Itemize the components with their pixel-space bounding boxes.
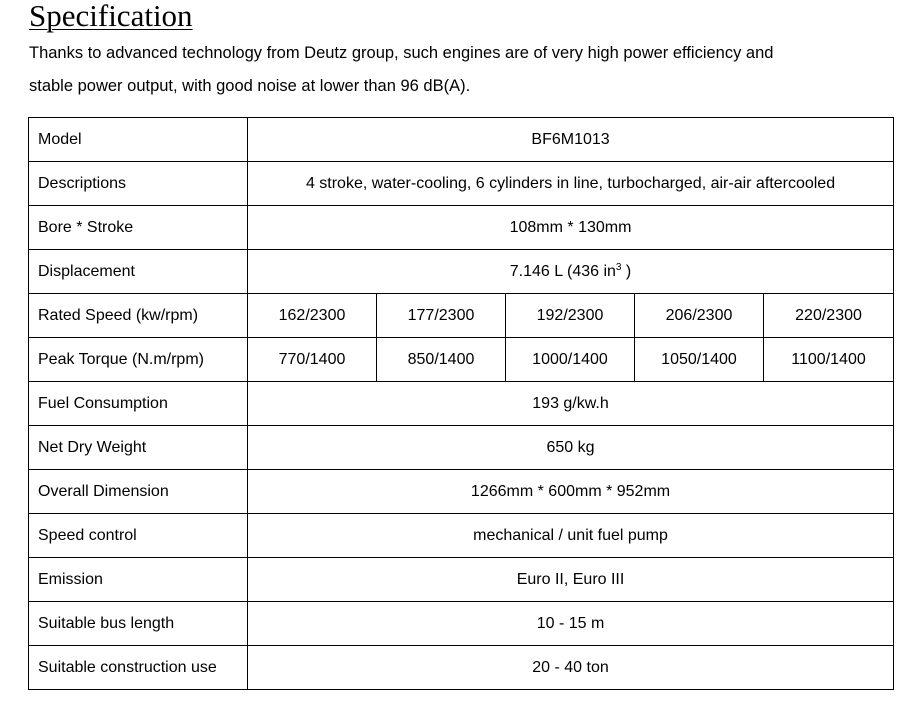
row-label-model: Model [29,118,248,162]
peak-torque-cell: 1000/1400 [506,338,635,382]
intro-line-1: Thanks to advanced technology from Deutz group, such engines are of very high power efficiency and [29,44,774,62]
model-value: BF6M1013 [248,118,894,162]
row-label-speed-control: Speed control [29,514,248,558]
spec-table [28,117,894,690]
emission-value: Euro II, Euro III [248,558,894,602]
row-label-bus-length: Suitable bus length [29,602,248,646]
table-row [29,250,894,294]
table-row [29,118,894,162]
table-row [29,514,894,558]
speed-control-value: mechanical / unit fuel pump [248,514,894,558]
row-label-construction-use: Suitable construction use [29,646,248,690]
rated-speed-cell: 206/2300 [635,294,764,338]
row-label-displacement: Displacement [29,250,248,294]
net-dry-weight-value: 650 kg [248,426,894,470]
row-label-bore-stroke: Bore * Stroke [29,206,248,250]
descriptions-value: 4 stroke, water-cooling, 6 cylinders in line, turbocharged, air-air aftercooled [248,162,894,206]
table-row [29,294,894,338]
table-row [29,558,894,602]
displacement-main: 7.146 L (436 in [509,262,616,280]
rated-speed-cell: 192/2300 [506,294,635,338]
fuel-consumption-value: 193 g/kw.h [248,382,894,426]
table-row [29,602,894,646]
table-row [29,426,894,470]
row-label-descriptions: Descriptions [29,162,248,206]
table-row [29,646,894,690]
row-label-overall-dimension: Overall Dimension [29,470,248,514]
bore-stroke-value: 108mm * 130mm [248,206,894,250]
displacement-end: ) [621,262,632,280]
row-label-rated-speed: Rated Speed (kw/rpm) [29,294,248,338]
peak-torque-cell: 770/1400 [248,338,377,382]
displacement-superscript: 3 [615,261,622,273]
peak-torque-cell: 850/1400 [377,338,506,382]
bus-length-value: 10 - 15 m [248,602,894,646]
table-row [29,382,894,426]
page-title: Specification [29,0,193,33]
rated-speed-cell: 177/2300 [377,294,506,338]
peak-torque-cell: 1100/1400 [764,338,894,382]
displacement-value [248,250,894,294]
overall-dimension-value: 1266mm * 600mm * 952mm [248,470,894,514]
row-label-emission: Emission [29,558,248,602]
construction-use-value: 20 - 40 ton [248,646,894,690]
table-row [29,162,894,206]
row-label-fuel-consumption: Fuel Consumption [29,382,248,426]
table-row [29,338,894,382]
peak-torque-cell: 1050/1400 [635,338,764,382]
intro-line-2: stable power output, with good noise at lower than 96 dB(A). [29,77,471,95]
rated-speed-cell: 220/2300 [764,294,894,338]
row-label-net-dry-weight: Net Dry Weight [29,426,248,470]
table-row [29,470,894,514]
intro-paragraph [29,37,909,103]
rated-speed-cell: 162/2300 [248,294,377,338]
table-row [29,206,894,250]
row-label-peak-torque: Peak Torque (N.m/rpm) [29,338,248,382]
